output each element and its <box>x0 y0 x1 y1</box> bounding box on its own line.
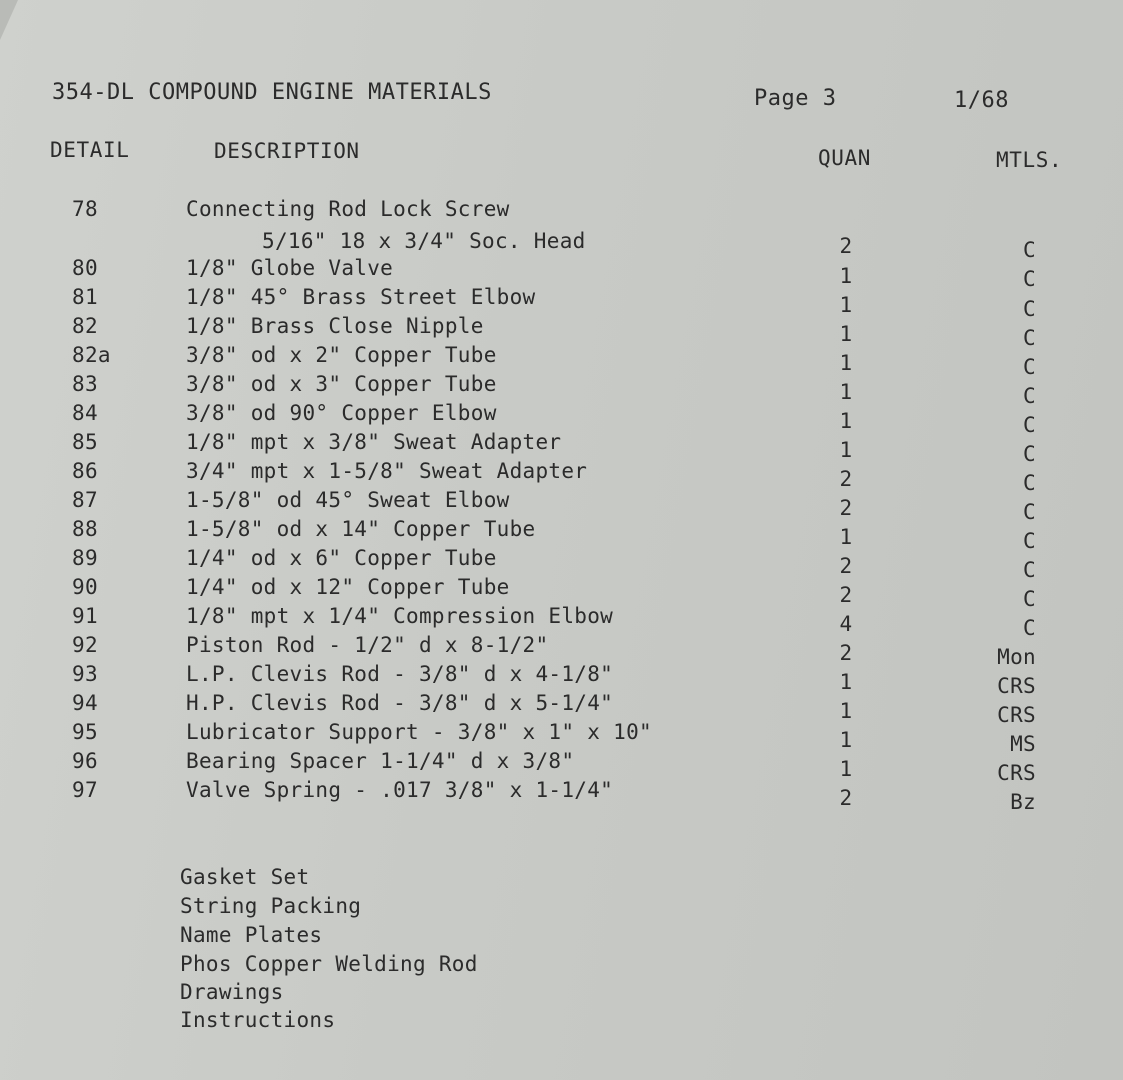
table-row <box>0 459 1123 495</box>
detail-number: 87 <box>72 488 98 512</box>
extra-item: Instructions <box>180 1008 336 1032</box>
item-material: C <box>1023 238 1036 262</box>
item-quantity: 1 <box>839 380 853 404</box>
item-description: Lubricator Support - 3/8" x 1" x 10" <box>186 720 652 744</box>
item-description: H.P. Clevis Rod - 3/8" d x 5-1/4" <box>186 691 614 715</box>
item-material: C <box>1023 326 1036 350</box>
detail-number: 91 <box>72 604 98 628</box>
item-material: C <box>1023 413 1036 437</box>
item-material: CRS <box>997 761 1036 785</box>
table-row <box>0 604 1123 640</box>
item-description: Connecting Rod Lock Screw <box>186 197 510 221</box>
extra-item: Gasket Set <box>180 865 310 889</box>
document-title: 354-DL COMPOUND ENGINE MATERIALS <box>52 80 492 105</box>
item-description: Bearing Spacer 1-1/4" d x 3/8" <box>186 749 575 773</box>
detail-number: 82a <box>72 343 111 367</box>
detail-number: 90 <box>72 575 98 599</box>
table-row <box>0 546 1123 582</box>
column-mtls: MTLS. <box>996 148 1063 172</box>
page-corner <box>0 0 18 40</box>
item-material: C <box>1023 529 1036 553</box>
item-description: 3/8" od x 2" Copper Tube <box>186 343 497 367</box>
detail-number: 85 <box>72 430 98 454</box>
item-material: C <box>1023 297 1036 321</box>
item-description: 3/4" mpt x 1-5/8" Sweat Adapter <box>186 459 588 483</box>
detail-number: 88 <box>72 517 98 541</box>
item-quantity: 2 <box>839 786 853 810</box>
table-row <box>0 197 1123 226</box>
item-quantity: 1 <box>839 293 853 317</box>
column-quan: QUAN <box>818 146 871 170</box>
item-description: 3/8" od 90° Copper Elbow <box>186 401 497 425</box>
item-quantity: 1 <box>839 757 853 781</box>
item-material: C <box>1023 500 1036 524</box>
table-row <box>0 488 1123 524</box>
table-row <box>0 662 1123 698</box>
table-row <box>0 517 1123 553</box>
item-description: 1-5/8" od x 14" Copper Tube <box>186 517 536 541</box>
item-material: CRS <box>997 703 1036 727</box>
item-description: Valve Spring - .017 3/8" x 1-1/4" <box>186 778 614 802</box>
item-quantity: 1 <box>839 322 853 346</box>
item-quantity: 1 <box>839 264 853 288</box>
detail-number: 86 <box>72 459 98 483</box>
item-description: L.P. Clevis Rod - 3/8" d x 4-1/8" <box>186 662 614 686</box>
table-row-continuation <box>0 229 1123 262</box>
item-quantity: 2 <box>839 496 853 520</box>
item-description: 1/8" 45° Brass Street Elbow <box>186 285 536 309</box>
item-description: 1/8" mpt x 3/8" Sweat Adapter <box>186 430 562 454</box>
column-description: DESCRIPTION <box>214 139 360 163</box>
extra-item: Name Plates <box>180 923 323 947</box>
detail-number: 95 <box>72 720 98 744</box>
table-row <box>0 633 1123 669</box>
item-quantity: 2 <box>839 554 853 578</box>
document-date: 1/68 <box>954 88 1009 113</box>
table-row <box>0 372 1123 408</box>
item-description: 1/8" Brass Close Nipple <box>186 314 484 338</box>
detail-number: 92 <box>72 633 98 657</box>
item-material: C <box>1023 587 1036 611</box>
detail-number: 93 <box>72 662 98 686</box>
table-row <box>0 430 1123 466</box>
item-description: 1-5/8" od 45° Sweat Elbow <box>186 488 510 512</box>
detail-number: 94 <box>72 691 98 715</box>
page-number: Page 3 <box>754 86 837 111</box>
item-quantity: 4 <box>839 612 853 636</box>
table-row <box>0 314 1123 350</box>
detail-number: 78 <box>72 197 98 221</box>
table-row <box>0 778 1123 814</box>
detail-number: 84 <box>72 401 98 425</box>
item-material: Bz <box>1010 790 1036 814</box>
item-description: Piston Rod - 1/2" d x 8-1/2" <box>186 633 549 657</box>
item-quantity: 1 <box>839 699 853 723</box>
detail-number: 80 <box>72 256 98 280</box>
item-description: 1/4" od x 12" Copper Tube <box>186 575 510 599</box>
item-material: MS <box>1010 732 1036 756</box>
detail-number: 97 <box>72 778 98 802</box>
item-material: C <box>1023 616 1036 640</box>
column-detail: DETAIL <box>50 138 130 162</box>
item-quantity: 2 <box>839 641 853 665</box>
item-material: C <box>1023 384 1036 408</box>
item-description: 1/8" mpt x 1/4" Compression Elbow <box>186 604 614 628</box>
item-quantity: 1 <box>839 525 853 549</box>
table-row <box>0 256 1123 291</box>
item-material: CRS <box>997 674 1036 698</box>
table-row <box>0 749 1123 785</box>
item-description-line2: 5/16" 18 x 3/4" Soc. Head <box>262 229 586 253</box>
item-quantity: 2 <box>839 467 853 491</box>
item-description: 1/4" od x 6" Copper Tube <box>186 546 497 570</box>
extra-item: Drawings <box>180 980 284 1004</box>
item-quantity: 1 <box>839 409 853 433</box>
item-quantity: 1 <box>839 670 853 694</box>
table-row <box>0 691 1123 727</box>
item-material: C <box>1023 267 1036 291</box>
item-description: 3/8" od x 3" Copper Tube <box>186 372 497 396</box>
detail-number: 89 <box>72 546 98 570</box>
detail-number: 82 <box>72 314 98 338</box>
item-description: 1/8" Globe Valve <box>186 256 394 280</box>
item-quantity: 1 <box>839 438 853 462</box>
detail-number: 81 <box>72 285 98 309</box>
item-quantity: 2 <box>839 583 853 607</box>
item-material: C <box>1023 442 1036 466</box>
detail-number: 83 <box>72 372 98 396</box>
table-row <box>0 720 1123 756</box>
extra-item: String Packing <box>180 894 362 918</box>
detail-number: 96 <box>72 749 98 773</box>
table-row <box>0 343 1123 379</box>
item-quantity: 2 <box>839 234 853 258</box>
item-material: C <box>1023 471 1036 495</box>
item-material: Mon <box>997 645 1036 669</box>
item-material: C <box>1023 558 1036 582</box>
table-row <box>0 401 1123 437</box>
item-quantity: 1 <box>839 351 853 375</box>
extra-item: Phos Copper Welding Rod <box>180 952 478 976</box>
table-row <box>0 285 1123 321</box>
table-row <box>0 575 1123 611</box>
item-material: C <box>1023 355 1036 379</box>
item-quantity: 1 <box>839 728 853 752</box>
